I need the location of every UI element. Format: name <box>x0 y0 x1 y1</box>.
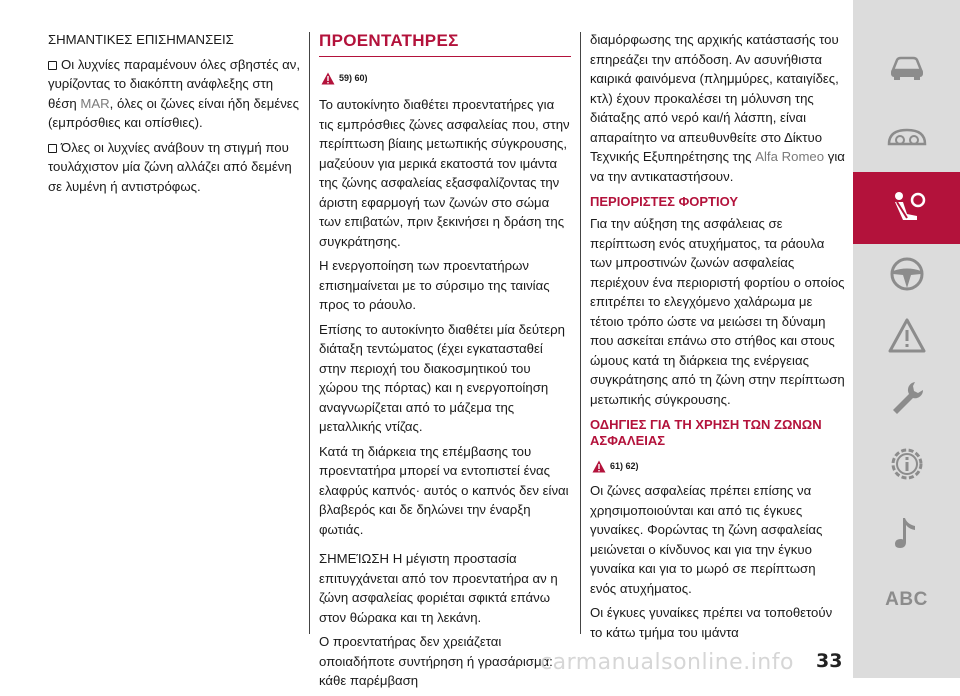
subsection-heading: ΟΔΗΓΙΕΣ ΓΙΑ ΤΗ ΧΡΗΣΗ ΤΩΝ ΖΩΝΩΝ ΑΣΦΑΛΕΙΑΣ <box>590 417 822 448</box>
note-paragraph: ΣΗΜΕΊΩΣΗ Η μέγιστη προστασία επιτυγχάνεται από τον προεντατήρα αν η ζώνη ασφαλείας φοριέται σφικτά επάνω στον θώρακα και τη λεκάνη. <box>319 551 558 625</box>
info-gear-icon <box>885 442 929 486</box>
chapter-sidebar <box>853 0 960 678</box>
paragraph: Κατά τη διάρκεια της επέμβασης του προεντατήρα μπορεί να εντοπιστεί ένας ελαφρύς καπνός· αυτός ο καπνός δεν είναι βλαβερός και δε δηλώνει την έναρξη φωτιάς. <box>319 443 569 537</box>
page-number: 33 <box>816 650 843 672</box>
bullet-item: Οι λυχνίες παραμένουν όλες σβηστές αν, γυρίζοντας το διακόπτη ανάφλεξης στη θέση MAR, όλες οι ζώνες είναι ήδη δεμένες (εμπρόσθιες και οπίσθιες). <box>48 56 300 130</box>
dashboard-icon <box>885 114 929 158</box>
warning-reference: 61) 62) <box>592 459 845 473</box>
checkbox-bullet-icon <box>48 144 57 153</box>
column-middle <box>319 30 571 696</box>
paragraph: Επίσης το αυτοκίνητο διαθέτει μία δεύτερη διάταξη τεντώματος (έχει εγκατασταθεί στην περιοχή του διακοσμητικού του χώρου της πόρτας) και η ενεργοποίηση αναγνωρίζεται από το μάζεμα της μεταλλικής ντίζας. <box>319 321 565 434</box>
paragraph: Ο προεντατήρας δεν χρειάζεται οποιαδήποτε συντήρηση ή γρασάρισμα: κάθε παρέμβαση <box>319 634 553 688</box>
paragraph: Οι έγκυες γυναίκες πρέπει να τοποθετούν το κάτω τμήμα του ιμάντα <box>590 605 833 640</box>
sidebar-item-index[interactable] <box>853 564 960 636</box>
warning-triangle-icon <box>885 314 929 358</box>
warning-triangle-icon <box>592 460 606 473</box>
paragraph: διαμόρφωσης της αρχικής κατάστασής του επηρεάζει την απόδοση. Αν ασυνήθιστα καιρικά φαινόμενα (πλημμύρες, καταιγίδες, κτλ) έχουν προκαλέσει τη μόλυνση της διάταξης από νερό και/ή λάσπη, είναι απαραίτητο να απευθυνθείτε στο Δίκτυο Τεχνικής Εξυπηρέτησης της Alfa Romeo για να την αντικαταστήσουν. <box>590 32 845 184</box>
warning-reference: 59) 60) <box>321 71 571 85</box>
sidebar-item-maintenance[interactable] <box>853 362 960 434</box>
paragraph: Για την αύξηση της ασφάλειας σε περίπτωση ενός ατυχήματος, τα ράουλα των μπροστινών ζωνών ασφαλείας περιέχουν ένα περιοριστή φορτίου ο οποίος επιτρέπει το ελεγχόμενο χαλάρωμα με τέτοιο τρόπο ώστε να μειώσει τη δύναμη που ασκείται επάνω στο στήθος και στους ώμους κατά τη διάρκεια της ενέργειας συγκράτησης από τη ζώνη στην περίπτωση μετωπικής σύγκρουσης. <box>590 216 845 407</box>
checkbox-bullet-icon <box>48 61 57 70</box>
paragraph: Το αυτοκίνητο διαθέτει προεντατήρες για τις εμπρόσθιες ζώνες ασφαλείας που, στην περίπτωση βίαιης μετωπικής σύγκρουσης, μαζεύουν για μερικά εκατοστά τον ιμάντα της ζώνης ασφαλείας εξασφαλίζοντας την άριστη εφαρμογή των ζωνών στο σώμα των επιβατών, πριν ξεκινήσει η δράση της συγκράτησης. <box>319 97 570 249</box>
bullet-item: Όλες οι λυχνίες ανάβουν τη στιγμή που τουλάχιστον μία ζώνη αλλάζει από δεμένη σε λυμένη ή αντιστρόφως. <box>48 139 292 194</box>
seatbelt-airbag-icon <box>885 186 929 230</box>
sidebar-item-technical-data[interactable] <box>853 428 960 500</box>
paragraph: Οι ζώνες ασφαλείας πρέπει επίσης να χρησιμοποιούνται και από τις έγκυες γυναίκες. Φορώντας τη ζώνη ασφαλείας μειώνεται ο κίνδυνος και για την έγκυο γυναίκα και για το μωρό σε περίπτωση ενός ατυχήματος. <box>590 483 823 596</box>
sidebar-item-car[interactable] <box>853 30 960 102</box>
watermark: carmanualsonline.info <box>540 650 794 675</box>
section-title: ΠΡΟΕΝΤΑΤΗΡΕΣ <box>319 30 571 57</box>
music-note-icon <box>885 510 929 554</box>
wrench-icon <box>885 376 929 420</box>
sidebar-item-dashboard[interactable] <box>853 100 960 172</box>
car-icon <box>885 44 929 88</box>
column-right <box>590 30 845 647</box>
sidebar-item-safety[interactable] <box>853 172 960 244</box>
warning-triangle-icon <box>321 72 335 85</box>
paragraph: Η ενεργοποίηση των προεντατήρων επισημαίνεται με το σύρσιμο της ταινίας προς το ράουλο. <box>319 258 550 312</box>
column-left <box>48 30 300 201</box>
section-heading: ΣΗΜΑΝΤΙΚΕΣ ΕΠΙΣΗΜΑΝΣΕΙΣ <box>48 32 234 47</box>
column-divider <box>309 32 310 634</box>
abc-index-label: ABC <box>885 589 928 610</box>
steering-wheel-icon <box>885 252 929 296</box>
subsection-heading: ΠΕΡΙΟΡΙΣΤΕΣ ΦΟΡΤΙΟΥ <box>590 194 738 209</box>
column-divider <box>580 32 581 634</box>
sidebar-item-multimedia[interactable] <box>853 496 960 568</box>
